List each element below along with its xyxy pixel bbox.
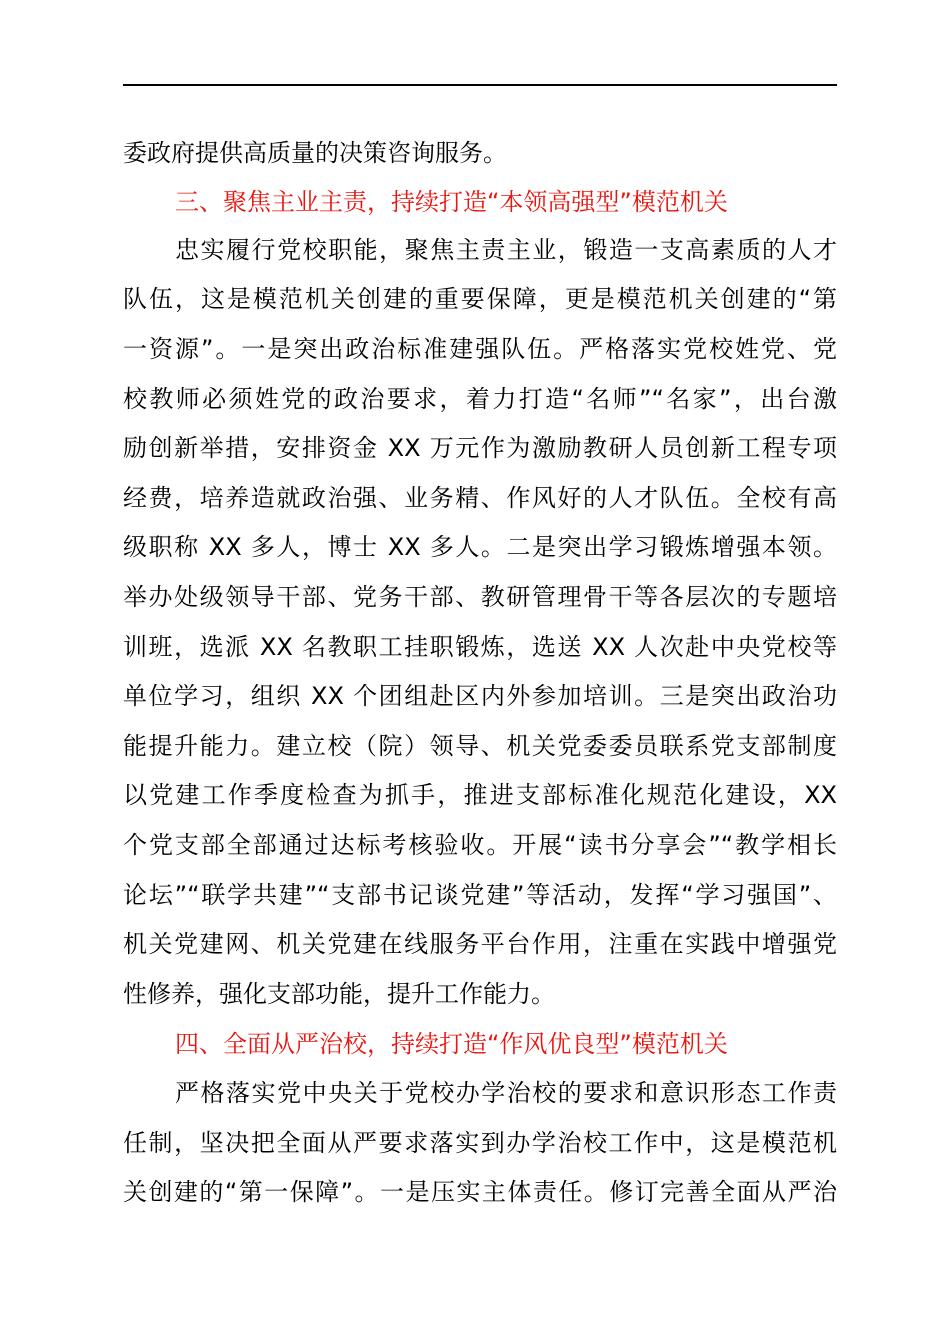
paragraph-line: 单位学习，组织 XX 个团组赴区内外参加培训。三是突出政治功 xyxy=(123,682,837,710)
paragraph-line: 校教师必须姓党的政治要求，着力打造“名师”“名家”，出台激 xyxy=(123,385,837,413)
paragraph-line: 经费，培养造就政治强、业务精、作风好的人才队伍。全校有高 xyxy=(123,484,837,512)
paragraph-line: 个党支部全部通过达标考核验收。开展“读书分享会”“教学相长 xyxy=(123,831,837,859)
paragraph-line: 严格落实党中央关于党校办学治校的要求和意识形态工作责 xyxy=(175,1079,837,1107)
paragraph-line: 一资源”。一是突出政治标准建强队伍。严格落实党校姓党、党 xyxy=(123,335,837,363)
paragraph-line: 委政府提供高质量的决策咨询服务。 xyxy=(123,139,507,167)
header-rule xyxy=(123,84,837,86)
paragraph-line: 能提升能力。建立校（院）领导、机关党委委员联系党支部制度 xyxy=(123,732,837,760)
section-heading-3: 三、聚焦主业主责，持续打造“本领高强型”模范机关 xyxy=(175,188,728,216)
section-heading-4: 四、全面从严治校，持续打造“作风优良型”模范机关 xyxy=(175,1030,728,1058)
paragraph-line: 训班，选派 XX 名教职工挂职锻炼，选送 XX 人次赴中央党校等 xyxy=(123,633,837,661)
paragraph-line: 任制，坚决把全面从严要求落实到办学治校工作中，这是模范机 xyxy=(123,1129,837,1157)
paragraph-line: 励创新举措，安排资金 XX 万元作为激励教研人员创新工程专项 xyxy=(123,434,837,462)
paragraph-line: 性修养，强化支部功能，提升工作能力。 xyxy=(123,980,555,1008)
paragraph-line: 以党建工作季度检查为抓手，推进支部标准化规范化建设，XX xyxy=(123,781,837,809)
paragraph-line: 机关党建网、机关党建在线服务平台作用，注重在实践中增强党 xyxy=(123,930,837,958)
paragraph-line: 队伍，这是模范机关创建的重要保障，更是模范机关创建的“第 xyxy=(123,285,837,313)
paragraph-line: 论坛”“联学共建”“支部书记谈党建”等活动，发挥“学习强国”、 xyxy=(123,881,837,909)
paragraph-line: 级职称 XX 多人，博士 XX 多人。二是突出学习锻炼增强本领。 xyxy=(123,533,837,561)
paragraph-line: 举办处级领导干部、党务干部、教研管理骨干等各层次的专题培 xyxy=(123,583,837,611)
paragraph-line: 关创建的“第一保障”。一是压实主体责任。修订完善全面从严治 xyxy=(123,1178,837,1206)
paragraph-line: 忠实履行党校职能，聚焦主责主业，锻造一支高素质的人才 xyxy=(175,236,837,264)
